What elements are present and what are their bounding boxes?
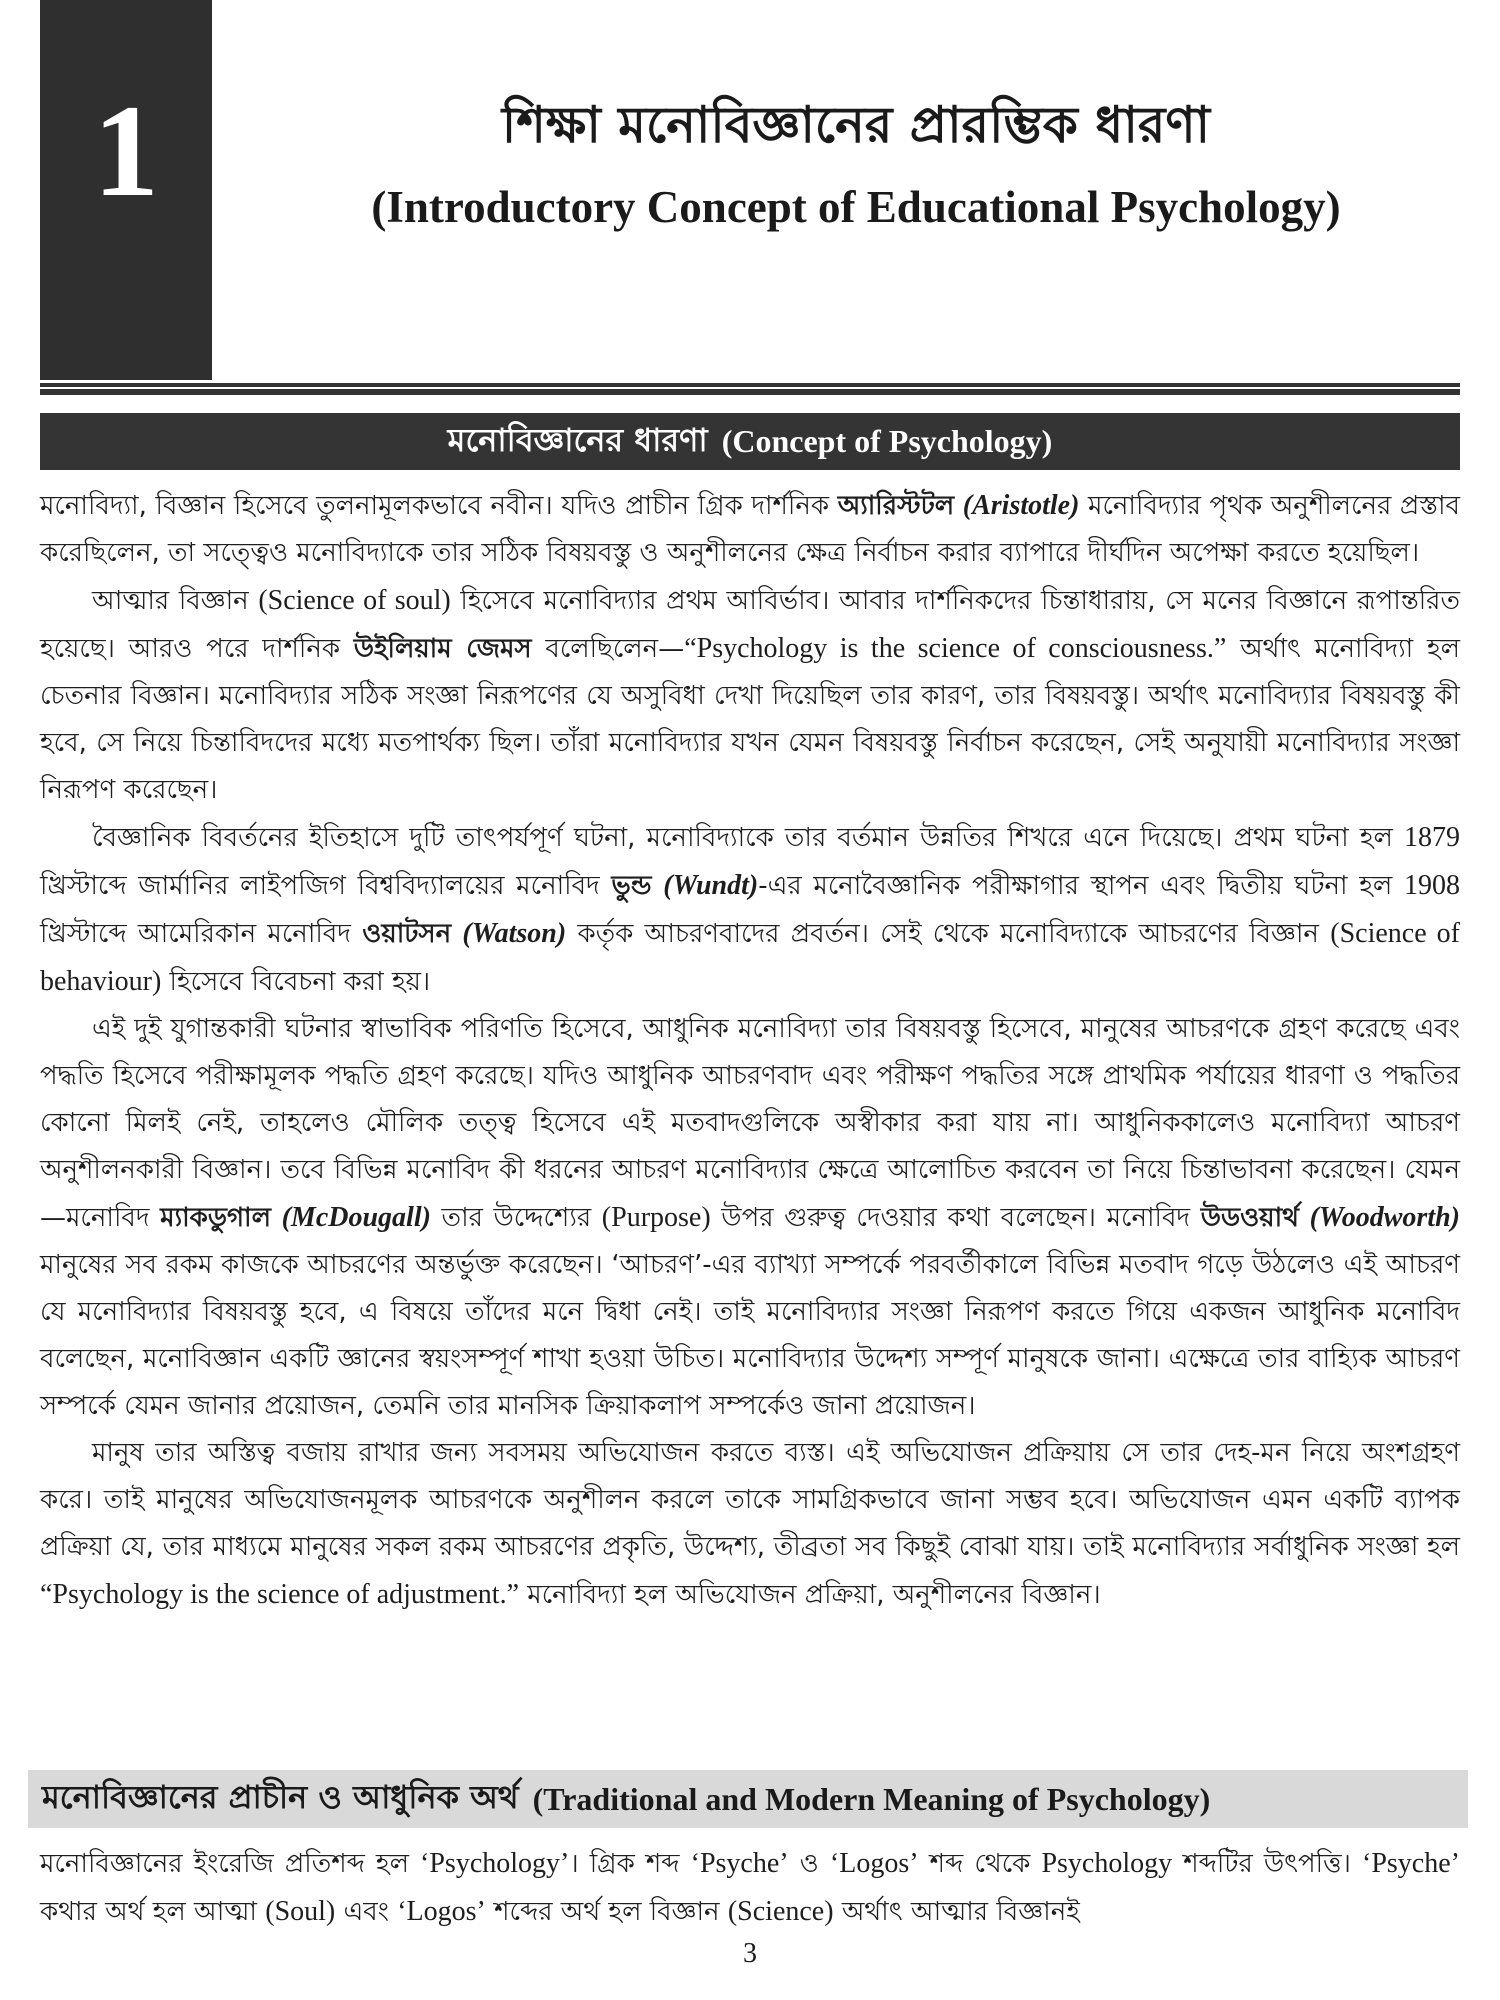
paragraph: মনোবিদ্যা, বিজ্ঞান হিসেবে তুলনামূলকভাবে নবীন। যদিও প্রাচীন গ্রিক দার্শনিক অ্যারিস্টটল (Aristotle) মনোবিদ্যার পৃথক অনুশীলনের প্রস্তাব করেছিলেন, তা সত্ত্বেও মনোবিদ্যাকে তার সঠিক বিষয়বস্তু ও অনুশীলনের ক্ষেত্র নির্বাচন করার ব্যাপারে দীর্ঘদিন অপেক্ষা করতে হয়েছিল। [40,490,1460,568]
paragraph: আত্মার বিজ্ঞান (Science of soul) হিসেবে মনোবিদ্যার প্রথম আবির্ভাব। আবার দার্শনিকদের চিন্তাধারায়, সে মনের বিজ্ঞানে রূপান্তরিত হয়েছে। আরও পরে দার্শনিক উইলিয়াম জেমস বলেছিলেন—“Psychology is the science of consciousness.” অর্থাৎ মনোবিদ্যা হল চেতনার বিজ্ঞান। মনোবিদ্যার সঠিক সংজ্ঞা নিরূপণের যে অসুবিধা দেখা দিয়েছিল তার কারণ, তার বিষয়বস্তু। অর্থাৎ মনোবিদ্যার বিষয়বস্তু কী হবে, সে নিয়ে চিন্তাবিদদের মধ্যে মতপার্থক্য ছিল। তাঁরা মনোবিদ্যার যখন যেমন বিষয়বস্তু নির্বাচন করেছেন, সেই অনুযায়ী মনোবিদ্যার সংজ্ঞা নিরূপণ করেছেন। [40,585,1460,805]
chapter-title-english: (Introductory Concept of Educational Psychology) [371,182,1341,232]
section-heading-meaning [28,1770,1468,1828]
paragraph: এই দুই যুগান্তকারী ঘটনার স্বাভাবিক পরিণতি হিসেবে, আধুনিক মনোবিদ্যা তার বিষয়বস্তু হিসেবে, মানুষের আচরণকে গ্রহণ করেছে এবং পদ্ধতি হিসেবে পরীক্ষামূলক পদ্ধতি গ্রহণ করেছে। যদিও আধুনিক আচরণবাদ এবং পরীক্ষণ পদ্ধতির সঙ্গে প্রাথমিক পর্যায়ের ধারণা ও পদ্ধতির কোনো মিলই নেই, তাহলেও মৌলিক তত্ত্ব হিসেবে এই মতবাদগুলিকে অস্বীকার করা যায় না। আধুনিককালেও মনোবিদ্যা আচরণ অনুশীলনকারী বিজ্ঞান। তবে বিভিন্ন মনোবিদ কী ধরনের আচরণ মনোবিদ্যার ক্ষেত্রে আলোচিত করবেন তা নিয়ে চিন্তাভাবনা করেছেন। যেমন—মনোবিদ ম্যাকডুগাল (McDougall) তার উদ্দেশ্যের (Purpose) উপর গুরুত্ব দেওয়ার কথা বলেছেন। মনোবিদ উডওয়ার্থ (Woodworth) মানুষের সব রকম কাজকে আচরণের অন্তর্ভুক্ত করেছেন। ‘আচরণ’-এর ব্যাখ্যা সম্পর্কে পরবর্তীকালে বিভিন্ন মতবাদ গড়ে উঠলেও এই আচরণ যে মনোবিদ্যার বিষয়বস্তু হবে, এ বিষয়ে তাঁদের মনে দ্বিধা নেই। তাই মনোবিদ্যার সংজ্ঞা নিরূপণ করতে গিয়ে একজন আধুনিক মনোবিদ বলেছেন, মনোবিজ্ঞান একটি জ্ঞানের স্বয়ংসম্পূর্ণ শাখা হওয়া উচিত। মনোবিদ্যার উদ্দেশ্য সম্পূর্ণ মানুষকে জানা। এক্ষেত্রে তার বাহ্যিক আচরণ সম্পর্কে যেমন জানার প্রয়োজন, তেমনি তার মানসিক ক্রিয়াকলাপ সম্পর্কেও জানা প্রয়োজন। [40,1014,1460,1421]
section-body-meaning [40,1840,1460,1936]
paragraph: মনোবিজ্ঞানের ইংরেজি প্রতিশব্দ হল ‘Psychology’। গ্রিক শব্দ ‘Psyche’ ও ‘Logos’ শব্দ থেকে Psychology শব্দটির উৎপত্তি। ‘Psyche’ কথার অর্থ হল আত্মা (Soul) এবং ‘Logos’ শব্দের অর্থ হল বিজ্ঞান (Science) অর্থাৎ আত্মার বিজ্ঞানই [40,1848,1460,1927]
section-heading-bengali: মনোবিজ্ঞানের ধারণা [447,420,708,459]
paragraph: বৈজ্ঞানিক বিবর্তনের ইতিহাসে দুটি তাৎপর্যপূর্ণ ঘটনা, মনোবিদ্যাকে তার বর্তমান উন্নতির শিখরে এনে দিয়েছে। প্রথম ঘটনা হল 1879 খ্রিস্টাব্দে জার্মানির লাইপজিগ বিশ্ববিদ্যালয়ের মনোবিদ ভুন্ড (Wundt)-এর মনোবৈজ্ঞানিক পরীক্ষাগার স্থাপন এবং দ্বিতীয় ঘটনা হল 1908 খ্রিস্টাব্দে আমেরিকান মনোবিদ ওয়াটসন (Watson) কর্তৃক আচরণবাদের প্রবর্তন। সেই থেকে মনোবিদ্যাকে আচরণের বিজ্ঞান (Science of behaviour) হিসেবে বিবেচনা করা হয়। [40,822,1461,997]
chapter-number: 1 [93,77,159,224]
page-number: 3 [743,1938,757,1969]
section-body-concept [40,482,1460,1619]
section-heading-english: (Traditional and Modern Meaning of Psychology) [532,1780,1211,1817]
chapter-number-block [40,0,212,380]
section-heading-english: (Concept of Psychology) [721,423,1053,459]
paragraph: মানুষ তার অস্তিত্ব বজায় রাখার জন্য সবসময় অভিযোজন করতে ব্যস্ত। এই অভিযোজন প্রক্রিয়ায় সে তার দেহ-মন নিয়ে অংশগ্রহণ করে। তাই মানুষের অভিযোজনমূলক আচরণকে অনুশীলন করলে তাকে সামগ্রিকভাবে জানা সম্ভব হবে। অভিযোজন এমন একটি ব্যাপক প্রক্রিয়া যে, তার মাধ্যমে মানুষের সকল রকম আচরণের প্রকৃতি, উদ্দেশ্য, তীব্রতা সব কিছুই বোঝা যায়। তাই মনোবিদ্যার সর্বাধুনিক সংজ্ঞা হল “Psychology is the science of adjustment.” মনোবিদ্যা হল অভিযোজন প্রক্রিয়া, অনুশীলনের বিজ্ঞান। [40,1438,1460,1610]
section-heading-bengali: মনোবিজ্ঞানের প্রাচীন ও আধুনিক অর্থ [42,1778,519,1816]
section-heading-concept [40,413,1460,470]
header-divider [40,383,1460,395]
chapter-title-bengali: শিক্ষা মনোবিজ্ঞানের প্রারম্ভিক ধারণা [501,96,1211,154]
